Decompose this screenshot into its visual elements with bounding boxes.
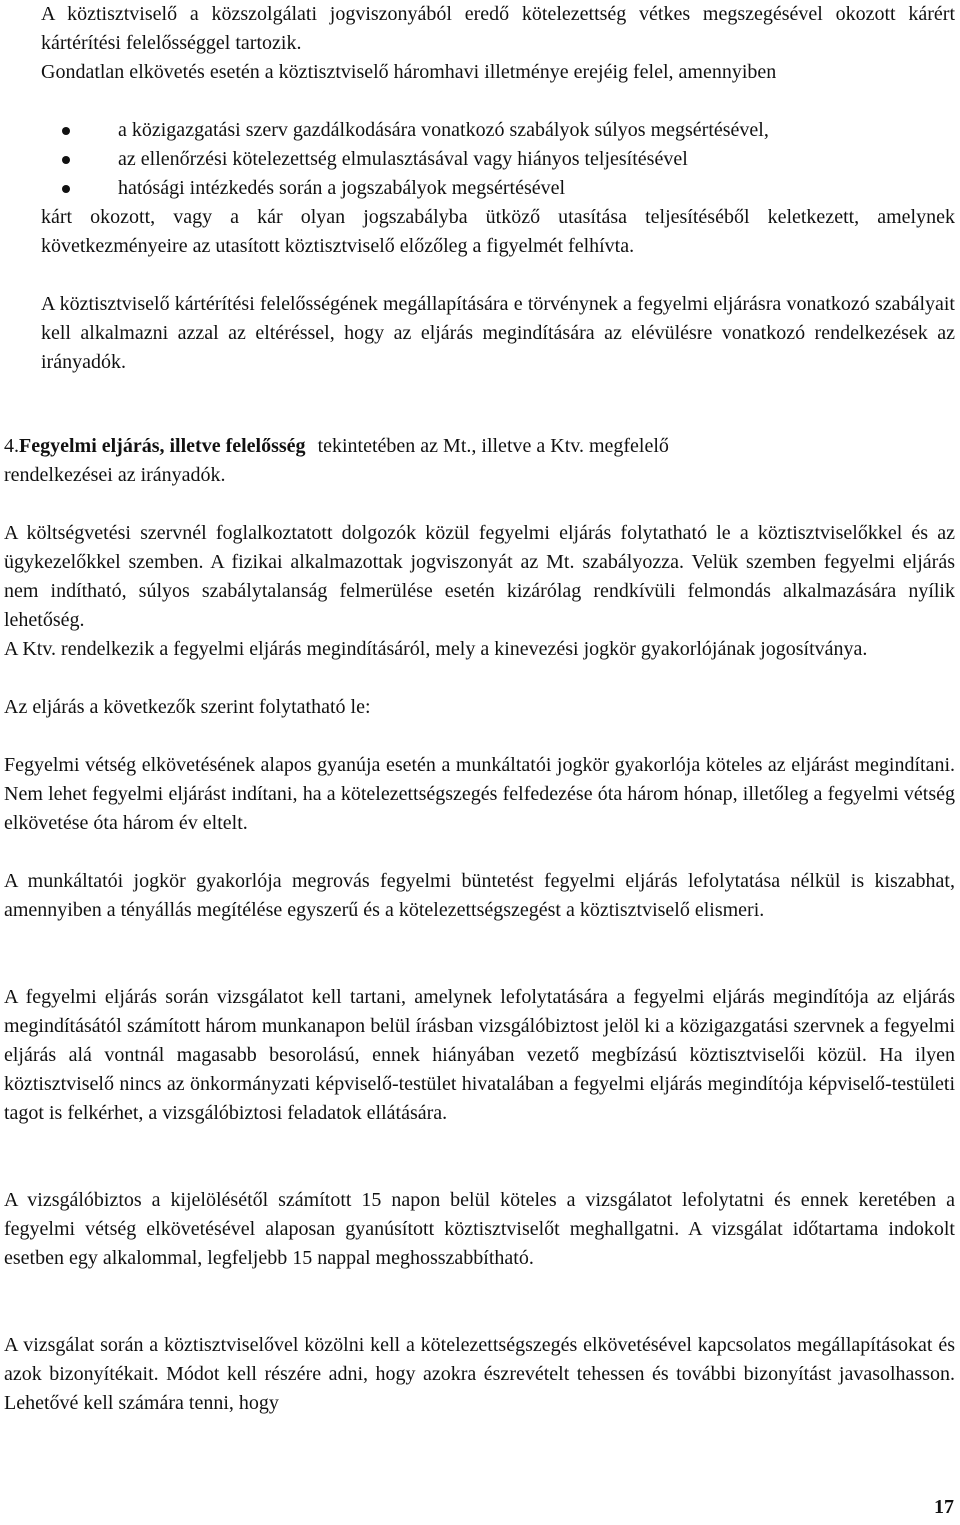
list-item: az ellenőrzési kötelezettség elmulasztásával vagy hiányos teljesítésével	[41, 145, 955, 174]
list-item: a közigazgatási szerv gazdálkodására vonatkozó szabályok súlyos megsértésével,	[41, 116, 955, 145]
section-title-line2: rendelkezései az irányadók.	[4, 464, 226, 486]
paragraph-procedure-intro: Az eljárás a következők szerint folytatható le:	[4, 696, 371, 718]
paragraph-initiation: Fegyelmi vétség elkövetésének alapos gyanúja esetén a munkáltatói jogkör gyakorlója köteles az eljárást megindítani. Nem lehet fegyelmi eljárást indítani, ha a kötelezettségszegés felfedezése óta három hónap, illetőleg a fegyelmi vétség elkövetése óta három év eltelt.	[4, 754, 955, 834]
paragraph-reprimand: A munkáltatói jogkör gyakorlója megrovás fegyelmi büntetést fegyelmi eljárás lefolytatása nélkül is kiszabhat, amennyiben a tényállás megítélése egyszerű és a kötelezettségszegést a köztisztviselő elismeri.	[4, 870, 955, 921]
paragraph-negligence: Gondatlan elkövetés esetén a köztisztviselő háromhavi illetménye erejéig felel, amennyiben	[41, 61, 777, 83]
paragraph-damage: kárt okozott, vagy a kár olyan jogszabályba ütköző utasítása teljesítéséből keletkezett, amelynek következményeire az utasított köztisztviselő előzőleg a figyelmét felhívta.	[41, 206, 955, 257]
paragraph-hearing: A vizsgálat során a köztisztviselővel közölni kell a kötelezettségszegés elkövetésével kapcsolatos megállapításokat és azok bizonyítékait. Módot kell részére adni, hogy azokra észrevételt tehessen és további bizonyítást javasolhasson. Lehetővé kell számára tenni, hogy	[4, 1334, 955, 1414]
paragraph-budget-org: A költségvetési szervnél foglalkoztatott dolgozók közül fegyelmi eljárás folytatható le a köztisztviselőkkel és az ügykezelőkkel szemben. A fizikai alkalmazottak jogviszonyát az Mt. szabályozza. Velük szemben fegyelmi eljárás nem indítható, súlyos szabálytalanság felmerülése esetén kizárólag rendkívüli felmondás alkalmazására nyílik lehetőség.	[4, 522, 955, 631]
paragraph-liability: A köztisztviselő a közszolgálati jogviszonyából eredő kötelezettség vétkes megszegésével okozott kárért kártérítési felelősséggel tartozik.	[41, 3, 955, 54]
section-title-rest: tekintetében az Mt., illetve a Ktv. megfelelő	[317, 435, 669, 457]
bullet-icon	[62, 127, 70, 135]
list-item: hatósági intézkedés során a jogszabályok megsértésével	[41, 174, 955, 203]
paragraph-ktv: A Ktv. rendelkezik a fegyelmi eljárás megindításáról, mely a kinevezési jogkör gyakorlójának jogosítványa.	[4, 638, 868, 660]
bullet-icon	[62, 185, 70, 193]
paragraph-compensation: A köztisztviselő kártérítési felelősségének megállapítására e törvénynek a fegyelmi eljárásra vonatkozó szabályait kell alkalmazni azzal az eltéréssel, hogy az eljárás megindítására az elévülésre vonatkozó rendelkezések az irányadók.	[41, 293, 955, 373]
bullet-icon	[62, 156, 70, 164]
paragraph-investigation: A fegyelmi eljárás során vizsgálatot kell tartani, amelynek lefolytatására a fegyelmi eljárás megindítója az eljárás megindításától számított három munkanapon belül írásban vizsgálóbiztost jelöl ki a közigazgatási szervnek a fegyelmi eljárás alá vontnál magasabb besorolású, ennek hiányában vezető megbízású köztisztviselői közül. Ha ilyen köztisztviselő nincs az önkormányzati képviselő-testület hivatalában a fegyelmi eljárás megindítója képviselő-testületi tagot is felkérhet, a vizsgálóbiztosi feladatok ellátására.	[4, 986, 955, 1124]
paragraph-investigator: A vizsgálóbiztos a kijelölésétől számított 15 napon belül köteles a vizsgálatot lefolytatni és ennek keretében a fegyelmi vétség elkövetésével alaposan gyanúsított köztisztviselőt meghallgatni. A vizsgálat időtartama indokolt esetben egy alkalommal, legfeljebb 15 nappal meghosszabbítható.	[4, 1189, 955, 1269]
section-number: 4.	[4, 435, 19, 457]
bullet-list	[41, 116, 955, 203]
page-number: 17	[934, 1496, 954, 1518]
section-title: Fegyelmi eljárás, illetve felelősség	[19, 435, 306, 457]
section-heading-4	[4, 432, 955, 490]
